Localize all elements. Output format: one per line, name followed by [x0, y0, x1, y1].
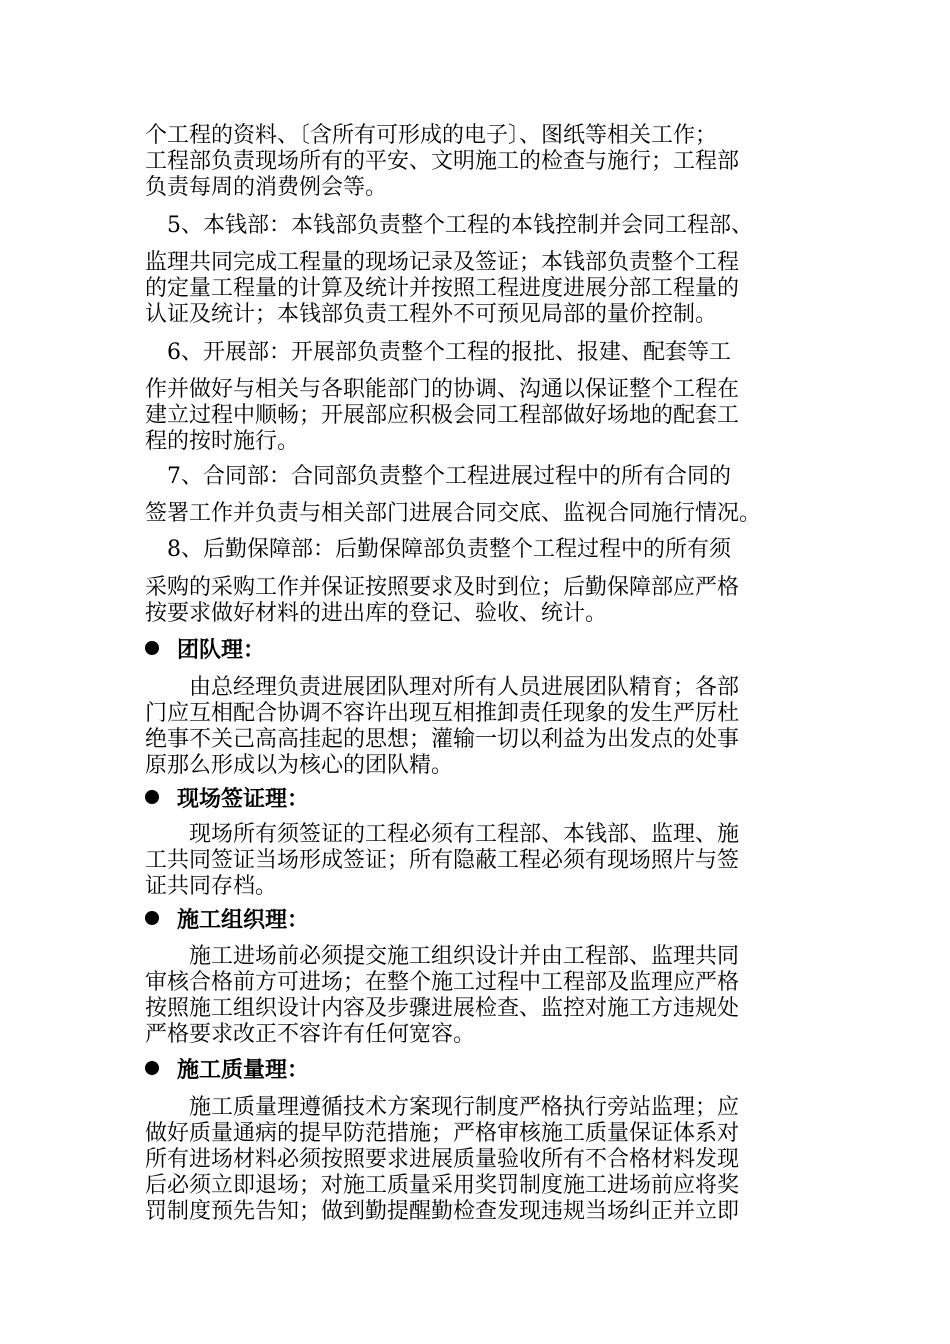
- section-heading-text: 施工组织理：: [177, 907, 310, 933]
- text-line: 现场所有须签证的工程必须有工程部、本钱部、监理、施: [145, 822, 740, 847]
- text-line: 程的按时施行。: [145, 429, 300, 454]
- text-line: 5、本钱部：本钱部负责整个工程的本钱控制并会同工程部、: [145, 213, 753, 238]
- text-line: 监理共同完成工程量的现场记录及签证；本钱部负责整个工程: [145, 250, 740, 275]
- text-line: 建立过程中顺畅；开展部应积极会同工程部做好场地的配套工: [145, 403, 740, 428]
- text-line: 审核合格前方可进场；在整个施工过程中工程部及监理应严格: [145, 970, 740, 995]
- text-line: 门应互相配合协调不容许出现互相推卸责任现象的发生严厉杜: [145, 701, 740, 726]
- text-line: 采购的采购工作并保证按照要求及时到位；后勤保障部应严格: [145, 575, 740, 600]
- text-line: 7、合同部：合同部负责整个工程进展过程中的所有合同的: [145, 464, 731, 489]
- text-line: 按照施工组织设计内容及步骤进展检查、监控对施工方违规处: [145, 996, 740, 1021]
- text-line: 后必须立即退场；对施工质量采用奖罚制度施工进场前应将奖: [145, 1173, 740, 1198]
- section-heading: [145, 907, 805, 933]
- section-heading-text: 团队理：: [177, 637, 266, 663]
- text-line: 所有进场材料必须按照要求进展质量验收所有不合格材料发现: [145, 1147, 740, 1172]
- section-heading: [145, 786, 805, 812]
- bullet-icon: [145, 790, 159, 804]
- section-heading: [145, 637, 805, 663]
- text-line: 原那么形成以为核心的团队精。: [145, 753, 454, 778]
- section-heading: [145, 1057, 805, 1083]
- text-line: 工程部负责现场所有的平安、文明施工的检查与施行；工程部: [145, 149, 740, 174]
- text-line: 的定量工程量的计算及统计并按照工程进度进展分部工程量的: [145, 276, 740, 301]
- text-line: 工共同签证当场形成签证；所有隐蔽工程必须有现场照片与签: [145, 848, 740, 873]
- bullet-icon: [145, 641, 159, 655]
- text-line: 作并做好与相关与各职能部门的协调、沟通以保证整个工程在: [145, 377, 740, 402]
- text-line: 施工进场前必须提交施工组织设计并由工程部、监理共同: [145, 944, 740, 969]
- text-line: 8、后勤保障部：后勤保障部负责整个工程过程中的所有须: [145, 537, 731, 562]
- text-line: 签署工作并负责与相关部门进展合同交底、监视合同施行情况。: [145, 501, 762, 526]
- text-line: 证共同存档。: [145, 874, 278, 899]
- bullet-icon: [145, 911, 159, 925]
- text-line: 罚制度预先告知；做到勤提醒勤检查发现违规当场纠正并立即: [145, 1199, 740, 1224]
- text-line: 施工质量理遵循技术方案现行制度严格执行旁站监理；应: [145, 1095, 740, 1120]
- text-line: 严格要求改正不容许有任何宽容。: [145, 1022, 476, 1047]
- text-line: 绝事不关己高高挂起的思想；灌输一切以利益为出发点的处事: [145, 727, 740, 752]
- section-heading-text: 施工质量理：: [177, 1057, 310, 1083]
- section-heading-text: 现场签证理：: [177, 786, 310, 812]
- text-line: 个工程的资料、〔含所有可形成的电子〕、图纸等相关工作；: [145, 123, 718, 148]
- text-line: 由总经理负责进展团队理对所有人员进展团队精育；各部: [145, 675, 740, 700]
- bullet-icon: [145, 1061, 159, 1075]
- text-line: 做好质量通病的提早防范措施；严格审核施工质量保证体系对: [145, 1121, 740, 1146]
- text-line: 负责每周的消费例会等。: [145, 175, 388, 200]
- text-line: 6、开展部：开展部负责整个工程的报批、报建、配套等工: [145, 340, 731, 365]
- text-line: 认证及统计；本钱部负责工程外不可预见局部的量价控制。: [145, 302, 718, 327]
- text-line: 按要求做好材料的进出库的登记、验收、统计。: [145, 601, 608, 626]
